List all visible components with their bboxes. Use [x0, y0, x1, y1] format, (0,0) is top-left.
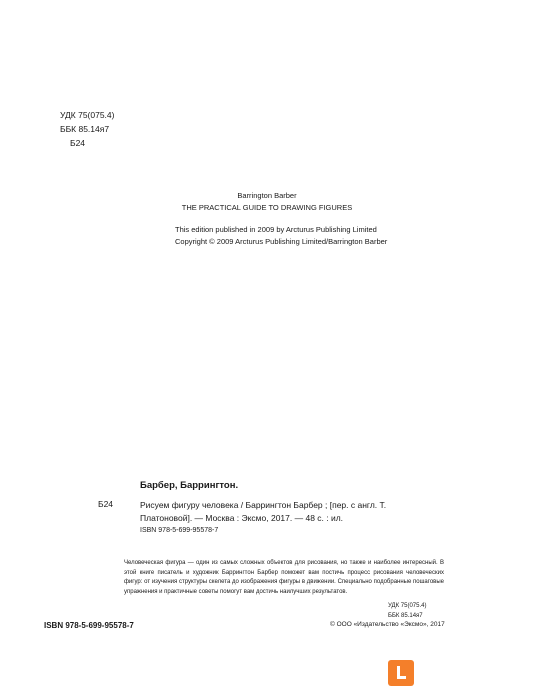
original-copyright: Copyright © 2009 Arcturus Publishing Limited/Barrington Barber — [175, 237, 388, 246]
annotation: Человеческая фигура — один из самых сложных объектов для рисования, но также и наиболее интересный. В этой книге писатель и художник Баррингтон Барбер поможет вам постичь процесс рисования человеческих фигур: от изучения структуры скелета до изображения фигуры в движении. Специально подобранные пошаговые упражнения и практичные советы помогут вам достичь наилучших результатов. — [124, 560, 444, 595]
catalog-code: Б24 — [98, 499, 114, 509]
udk-block — [60, 108, 114, 150]
author-mark: Б24 — [70, 138, 86, 148]
l-glyph — [392, 664, 410, 682]
edition-note: This edition published in 2009 by Arcturus Publishing Limited — [175, 225, 377, 234]
catalog-classification — [388, 602, 438, 621]
original-edition-info — [0, 190, 534, 248]
original-author: Barrington Barber — [237, 191, 297, 200]
bbk-code: ББК 85.14я7 — [60, 124, 110, 134]
catalog-description: Рисуем фигуру человека / Баррингтон Барбер ; [пер. с англ. Т. Платоновой]. — Москва : Эксмо, 2017. — 48 с. : ил. — [140, 500, 387, 523]
catalog-author: Барбер, Баррингтон. — [140, 480, 239, 491]
catalog-isbn: ISBN 978-5-699-95578-7 — [140, 527, 219, 534]
original-title: THE PRACTICAL GUIDE TO DRAWING FIGURES — [181, 203, 353, 212]
footer-copyright: © ООО «Издательство «Эксмо», 2017 — [330, 621, 445, 628]
catalog-udk: УДК 75(075.4) — [388, 603, 427, 609]
footer-isbn: ISBN 978-5-699-95578-7 — [44, 621, 134, 630]
catalog-bbk: ББК 85.14я7 — [388, 612, 423, 619]
udk-code: УДК 75(075.4) — [60, 110, 115, 120]
litres-l-logo-icon — [388, 660, 414, 686]
